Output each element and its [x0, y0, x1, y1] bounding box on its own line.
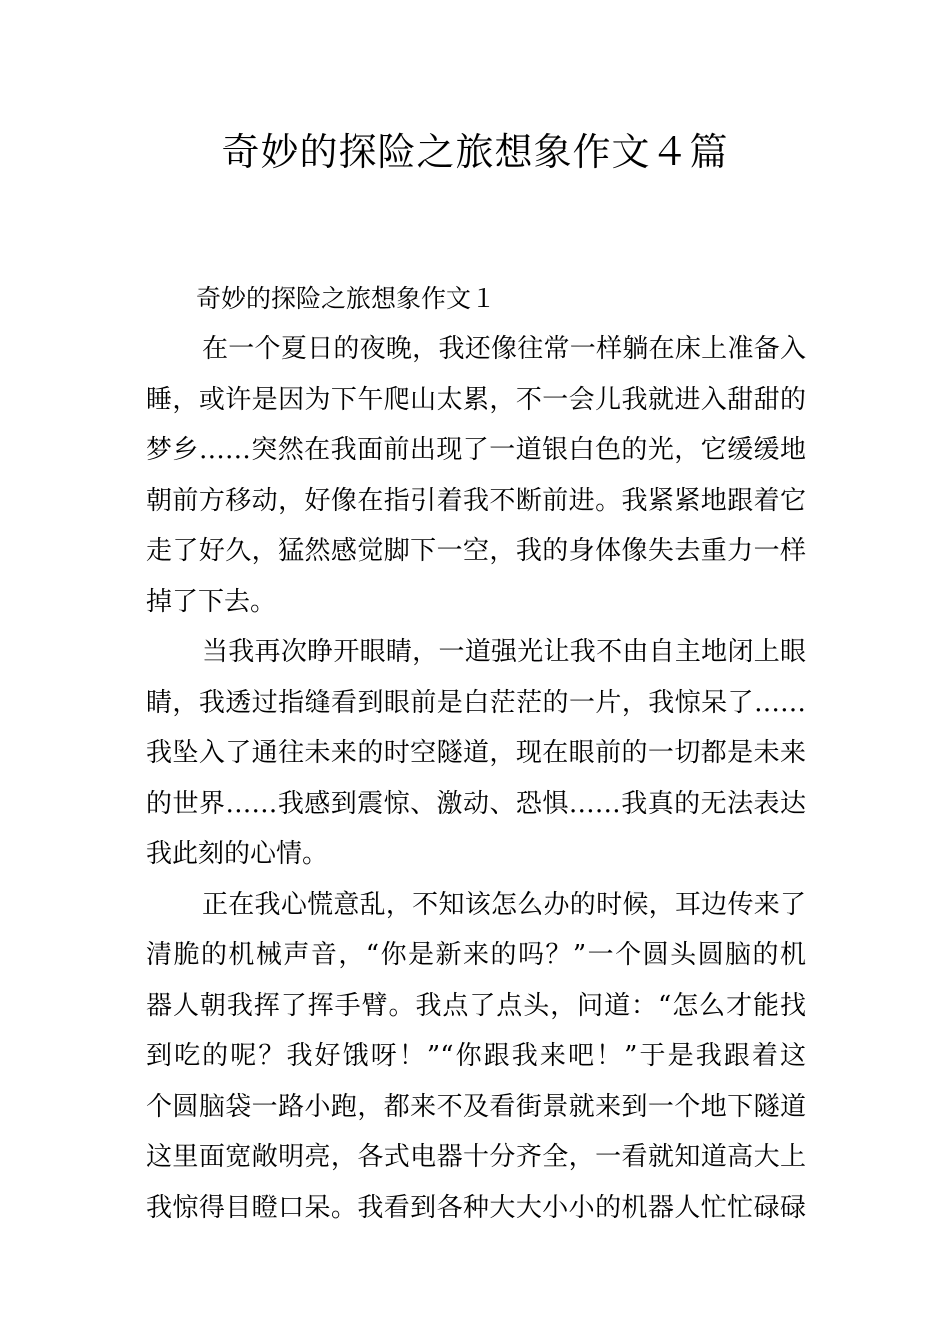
paragraph-line: 清脆的机械声音，“你是新来的吗？”一个圆头圆脑的机: [146, 940, 806, 970]
document-body: [146, 274, 806, 1233]
paragraph: [146, 627, 806, 880]
section-heading: 奇妙的探险之旅想象作文１: [196, 284, 497, 313]
paragraph-line: 这里面宽敞明亮，各式电器十分齐全，一看就知道高大上: [146, 1142, 806, 1172]
paragraph-line: 正在我心慌意乱，不知该怎么办的时候，耳边传来了: [202, 889, 806, 920]
paragraph-line: 的世界……我感到震惊、激动、恐惧……我真的无法表达: [146, 788, 806, 819]
paragraph-line: 在一个夏日的夜晚，我还像往常一样躺在床上准备入: [202, 334, 806, 364]
paragraph-line: 朝前方移动，好像在指引着我不断前进。我紧紧地跟着它: [146, 485, 806, 516]
paragraph-line: 器人朝我挥了挥手臂。我点了点头，问道：“怎么才能找: [146, 990, 806, 1021]
paragraph-line: 我坠入了通往未来的时空隧道，现在眼前的一切都是未来: [146, 738, 806, 768]
paragraph-line: 当我再次睁开眼睛，一道强光让我不由自主地闭上眼: [202, 637, 806, 667]
paragraph-line: 走了好久，猛然感觉脚下一空，我的身体像失去重力一样: [146, 536, 806, 566]
paragraph: [146, 324, 806, 627]
paragraph: [146, 880, 806, 1234]
paragraph-line: 个圆脑袋一路小跑，都来不及看街景就来到一个地下隧道: [146, 1091, 806, 1122]
document-title: 奇妙的探险之旅想象作文４篇: [221, 130, 729, 174]
paragraph-line: 我此刻的心情。: [146, 839, 329, 869]
paragraph-line: 睛，我透过指缝看到眼前是白茫茫的一片，我惊呆了……: [146, 687, 806, 718]
paragraph-list: [146, 324, 806, 1233]
paragraph-line: 到吃的呢？我好饿呀！”“你跟我来吧！”于是我跟着这: [146, 1041, 806, 1071]
paragraph-line: 睡，或许是因为下午爬山太累，不一会儿我就进入甜甜的: [146, 384, 806, 415]
paragraph-line: 梦乡……突然在我面前出现了一道银白色的光，它缓缓地: [146, 435, 806, 465]
paragraph-line: 掉了下去。: [146, 586, 277, 617]
paragraph-line: 我惊得目瞪口呆。我看到各种大大小小的机器人忙忙碌碌: [146, 1192, 806, 1223]
